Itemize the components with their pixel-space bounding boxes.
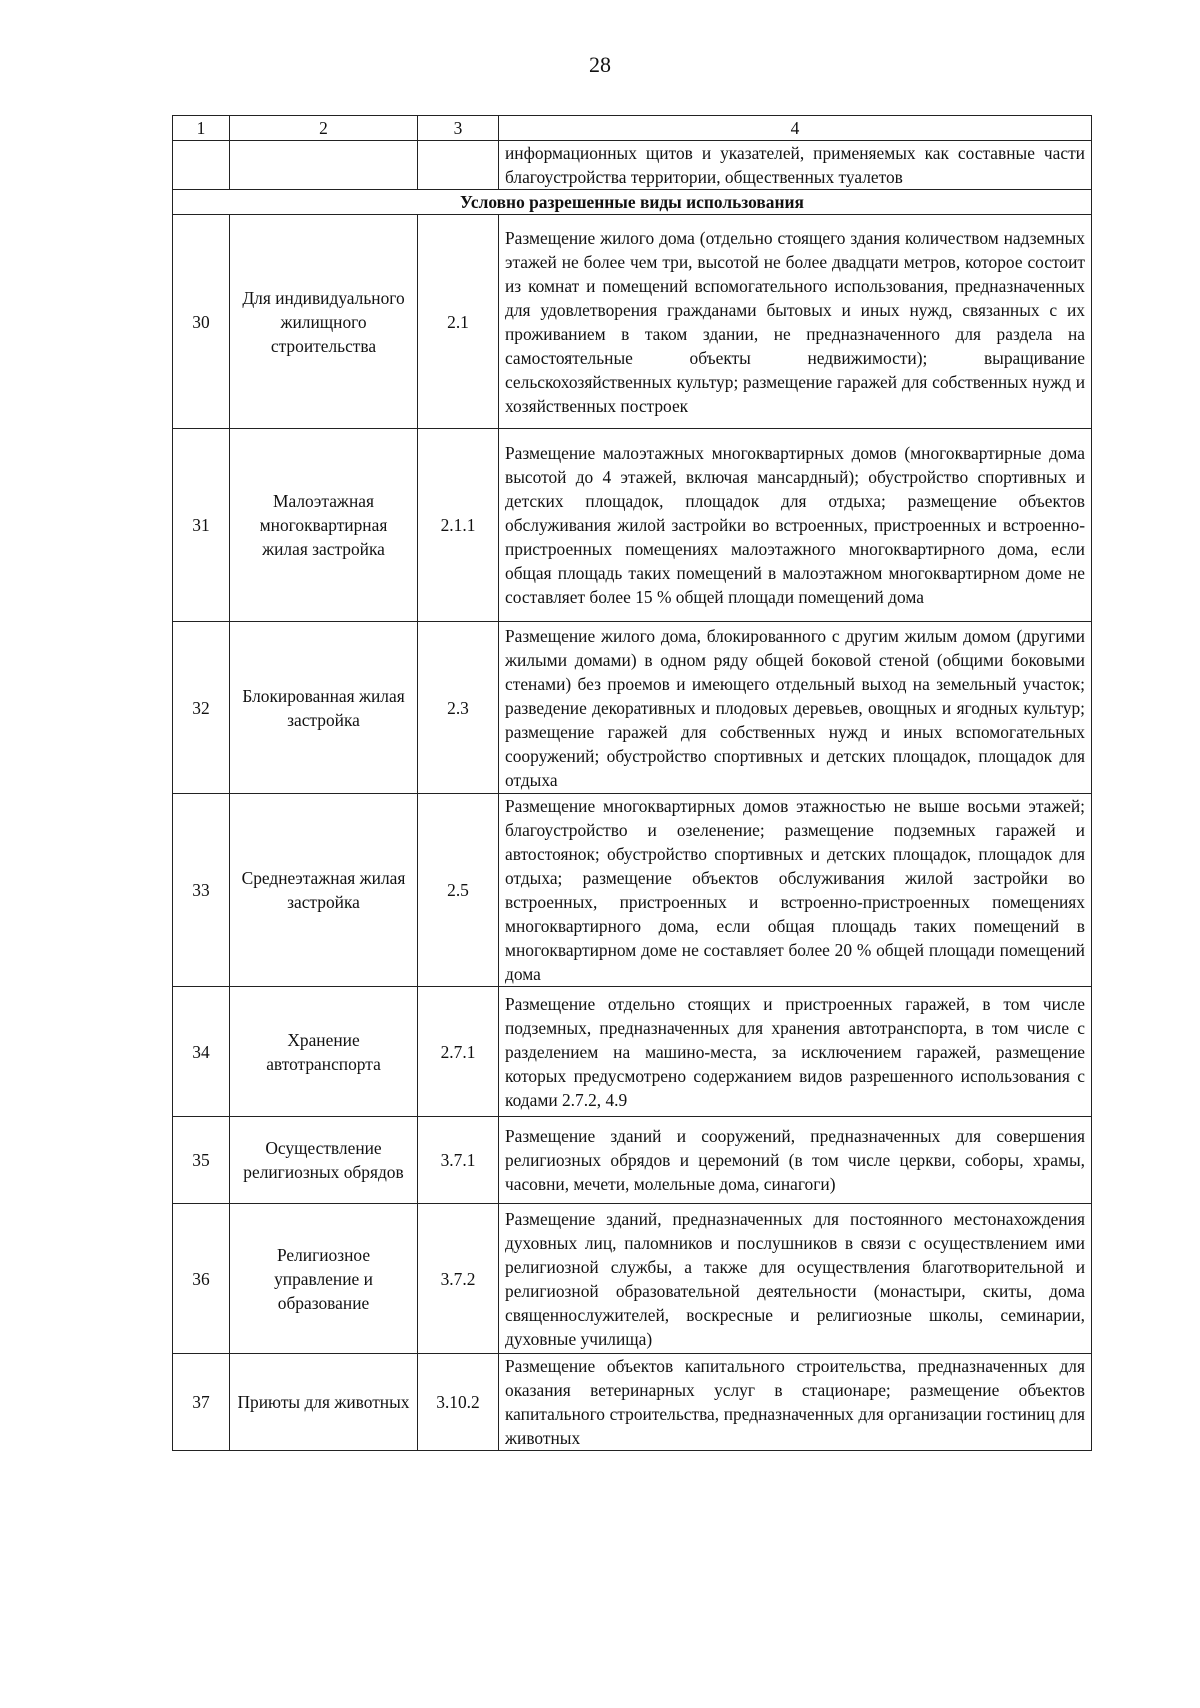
land-use-description: Размещение малоэтажных многоквартирных домов (многоквартирные дома высотой до 4 этажей, включая мансардный); обустройство спортивных и детских площадок, площадок для отдыха; размещение объектов обслуживания жилой застройки во встроенных, пристроенных и встроенно-пристроенных помещениях малоэтажного многоквартирного дома, если общая площадь таких помещений в малоэтажном многоквартирном доме не составляет более 15 % общей площади помещений дома [499, 429, 1092, 622]
row-number: 36 [173, 1204, 230, 1354]
table-row [173, 1204, 1092, 1354]
land-use-description: Размещение жилого дома (отдельно стоящего здания количеством надземных этажей не более чем три, высотой не более двадцати метров, которое состоит из комнат и помещений вспомогательного использования, предназначенных для удовлетворения гражданами бытовых и иных нужд, связанных с их проживанием в таком здании, не предназначенного для раздела на самостоятельные объекты недвижимости); выращивание сельскохозяйственных культур; размещение гаражей для собственных нужд и хозяйственных построек [499, 215, 1092, 429]
land-use-code: 2.7.1 [418, 987, 499, 1117]
land-use-name: Малоэтажная многоквартирная жилая застройка [230, 429, 418, 622]
continuation-num [173, 141, 230, 190]
land-use-description: Размещение отдельно стоящих и пристроенных гаражей, в том числе подземных, предназначенных для хранения автотранспорта, в том числе с разделением на машино-места, за исключением гаражей, размещение которых предусмотрено содержанием видов разрешенного использования с кодами 2.7.2, 4.9 [499, 987, 1092, 1117]
row-number: 33 [173, 794, 230, 987]
land-use-code: 3.7.1 [418, 1117, 499, 1204]
table-row [173, 1354, 1092, 1451]
row-number: 32 [173, 622, 230, 794]
table-header-row [173, 116, 1092, 141]
continuation-row [173, 141, 1092, 190]
land-use-name: Осуществление религиозных обрядов [230, 1117, 418, 1204]
continuation-code [418, 141, 499, 190]
continuation-name [230, 141, 418, 190]
land-use-name: Среднеэтажная жилая застройка [230, 794, 418, 987]
land-use-name: Для индивидуального жилищного строительства [230, 215, 418, 429]
land-use-name: Приюты для животных [230, 1354, 418, 1451]
row-number: 31 [173, 429, 230, 622]
land-use-description: Размещение многоквартирных домов этажностью не выше восьми этажей; благоустройство и озеленение; размещение подземных гаражей и автостоянок; обустройство спортивных и детских площадок, площадок для отдыха; размещение объектов обслуживания жилой застройки во встроенных, пристроенных и встроенно-пристроенных помещениях многоквартирного дома, если общая площадь таких помещений в многоквартирном доме не составляет более 20 % общей площади помещений дома [499, 794, 1092, 987]
row-number: 34 [173, 987, 230, 1117]
table-row [173, 794, 1092, 987]
table-row [173, 429, 1092, 622]
land-use-code: 2.3 [418, 622, 499, 794]
land-use-name: Блокированная жилая застройка [230, 622, 418, 794]
section-title: Условно разрешенные виды использования [173, 190, 1092, 215]
table-row [173, 215, 1092, 429]
land-use-name: Хранение автотранспорта [230, 987, 418, 1117]
table-row [173, 987, 1092, 1117]
row-number: 30 [173, 215, 230, 429]
row-number: 35 [173, 1117, 230, 1204]
row-number: 37 [173, 1354, 230, 1451]
land-use-code: 2.5 [418, 794, 499, 987]
land-use-code: 3.7.2 [418, 1204, 499, 1354]
header-cell-2: 2 [230, 116, 418, 141]
header-cell-1: 1 [173, 116, 230, 141]
table-row [173, 1117, 1092, 1204]
header-cell-4: 4 [499, 116, 1092, 141]
land-use-description: Размещение зданий, предназначенных для постоянного местонахождения духовных лиц, паломников и послушников в связи с осуществлением ими религиозной службы, а также для осуществления благотворительной и религиозной образовательной деятельности (монастыри, скиты, дома священнослужителей, воскресные и религиозные школы, семинарии, духовные училища) [499, 1204, 1092, 1354]
land-use-code: 3.10.2 [418, 1354, 499, 1451]
land-use-code: 2.1 [418, 215, 499, 429]
section-row [173, 190, 1092, 215]
table-row [173, 622, 1092, 794]
land-use-description: Размещение жилого дома, блокированного с другим жилым домом (другими жилыми домами) в одном ряду общей боковой стеной (общими боковыми стенами) без проемов и имеющего отдельный выход на земельный участок; разведение декоративных и плодовых деревьев, овощных и ягодных культур; размещение гаражей для собственных нужд и иных вспомогательных сооружений; обустройство спортивных и детских площадок, площадок для отдыха [499, 622, 1092, 794]
land-use-description: Размещение объектов капитального строительства, предназначенных для оказания ветеринарных услуг в стационаре; размещение объектов капитального строительства, предназначенных для организации гостиниц для животных [499, 1354, 1092, 1451]
land-use-description: Размещение зданий и сооружений, предназначенных для совершения религиозных обрядов и церемоний (в том числе церкви, соборы, храмы, часовни, мечети, молельные дома, синагоги) [499, 1117, 1092, 1204]
continuation-description: информационных щитов и указателей, применяемых как составные части благоустройства территории, общественных туалетов [499, 141, 1092, 190]
land-use-table [172, 115, 1092, 1451]
page-number: 28 [589, 52, 611, 77]
land-use-name: Религиозное управление и образование [230, 1204, 418, 1354]
land-use-code: 2.1.1 [418, 429, 499, 622]
header-cell-3: 3 [418, 116, 499, 141]
